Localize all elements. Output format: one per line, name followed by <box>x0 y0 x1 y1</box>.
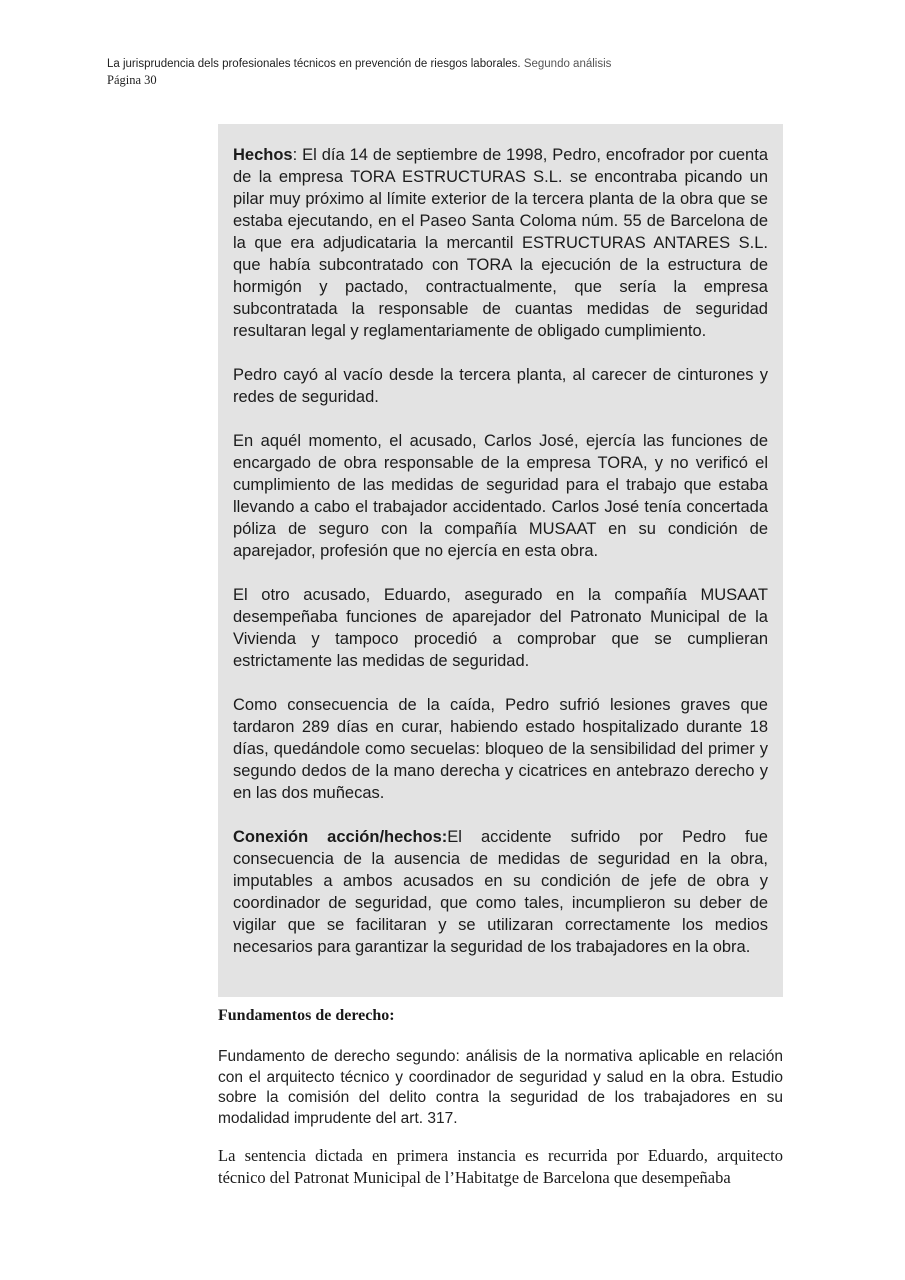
facts-box <box>218 124 783 997</box>
page-number: Página 30 <box>107 73 157 87</box>
document-subtitle: Segundo análisis <box>523 58 612 70</box>
facts-paragraph-conexion <box>233 826 768 958</box>
document-title: La jurisprudencia dels profesionales técnicos en prevención de riesgos laborales. <box>107 58 521 70</box>
conexion-label: Conexión acción/hechos: <box>233 828 448 846</box>
facts-paragraph-hechos <box>233 144 768 342</box>
sentence-paragraph: La sentencia dictada en primera instancia es recurrida por Eduardo, arquitecto técnico del Patronat Municipal de l’Habitatge de Barcelona que desempeñaba <box>218 1146 783 1187</box>
page-header <box>107 56 827 88</box>
fundamentos-heading: Fundamentos de derecho: <box>218 1007 395 1024</box>
facts-paragraph-4: El otro acusado, Eduardo, asegurado en la compañía MUSAAT desempeñaba funciones de aparejador del Patronato Municipal de la Vivienda y tampoco procedió a comprobar que se cumplieran estrictamente las medidas de seguridad. <box>233 586 768 670</box>
conexion-text: El accidente sufrido por Pedro fue consecuencia de la ausencia de medidas de seguridad en la obra, imputables a ambos acusados en su condición de jefe de obra y coordinador de seguridad, que como tales, incumplieron su deber de vigilar que se facilitaran y se utilizaran correctamente los medios necesarios para garantizar la seguridad de los trabajadores en la obra. <box>233 828 768 956</box>
hechos-text: : El día 14 de septiembre de 1998, Pedro, encofrador por cuenta de la empresa TORA ESTRUCTURAS S.L. se encontraba picando un pilar muy próximo al límite exterior de la tercera planta de la obra que se estaba ejecutando, en el Paseo Santa Coloma núm. 55 de Barcelona de la que era adjudicataria la mercantil ESTRUCTURAS ANTARES S.L. que había subcontratado con TORA la ejecución de la estructura de hormigón y pactado, contractualmente, que sería la empresa subcontratada la responsable de cuantas medidas de seguridad resultaran legal y reglamentariamente de obligado cumplimiento. <box>233 146 768 340</box>
hechos-label: Hechos <box>233 146 293 164</box>
facts-paragraph-2: Pedro cayó al vacío desde la tercera planta, al carecer de cinturones y redes de seguridad. <box>233 366 768 406</box>
running-title <box>107 56 827 72</box>
facts-paragraph-5: Como consecuencia de la caída, Pedro sufrió lesiones graves que tardaron 289 días en curar, habiendo estado hospitalizado durante 18 días, quedándole como secuelas: bloqueo de la sensibilidad del primer y segundo dedos de la mano derecha y cicatrices en antebrazo derecho y en las dos muñecas. <box>233 696 768 802</box>
fundamentos-text: Fundamento de derecho segundo: análisis de la normativa aplicable en relación con el arquitecto técnico y coordinador de seguridad y salud en la obra. Estudio sobre la comisión del delito contra la seguridad de los trabajadores en su modalidad imprudente del art. 317. <box>218 1048 783 1127</box>
facts-paragraph-3: En aquél momento, el acusado, Carlos José, ejercía las funciones de encargado de obra responsable de la empresa TORA, y no verificó el cumplimiento de las medidas de seguridad para el trabajo que estaba llevando a cabo el trabajador accidentado. Carlos José tenía concertada póliza de seguro con la compañía MUSAAT en su condición de aparejador, profesión que no ejercía en esta obra. <box>233 432 768 560</box>
